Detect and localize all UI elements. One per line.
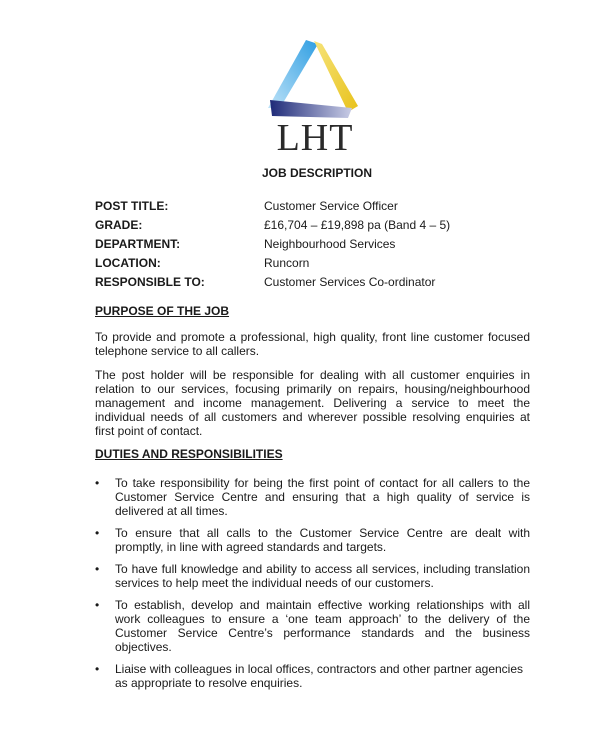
info-row-location — [95, 254, 450, 273]
info-label: POST TITLE: — [95, 199, 169, 213]
duty-text: To have full knowledge and ability to access all services, including translation services to help meet the individual needs of our customers. — [115, 562, 530, 590]
duties-heading: DUTIES AND RESPONSIBILITIES — [95, 447, 283, 461]
info-value: Customer Service Officer — [264, 199, 398, 213]
purpose-paragraph-2: The post holder will be responsible for dealing with all customer enquiries in relation to our services, focusing primarily on repairs, housing/neighbourhood management and income management. Delivering a service to meet the individual needs of all customers and wherever possible resolving enquiries at first point of contact. — [95, 368, 530, 438]
info-row-department — [95, 235, 450, 254]
bullet-icon: • — [95, 476, 100, 490]
job-info-table — [95, 197, 450, 292]
duty-text: To ensure that all calls to the Customer Service Centre are dealt with promptly, in line with agreed standards and targets. — [115, 526, 530, 554]
lht-logo — [262, 38, 368, 158]
bullet-icon: • — [95, 662, 100, 676]
duty-text: To establish, develop and maintain effective working relationships with all work colleagues to ensure a ‘one team approach’ to the delivery of the Customer Service Centre’s performance standards and the business objectives. — [115, 598, 530, 654]
info-row-post-title — [95, 197, 450, 216]
duty-item — [95, 598, 530, 654]
info-label: LOCATION: — [95, 256, 161, 270]
info-label: GRADE: — [95, 218, 143, 232]
duty-text: To take responsibility for being the first point of contact for all callers to the Customer Service Centre and ensuring that a high quality of service is delivered at all times. — [115, 476, 530, 518]
bullet-icon: • — [95, 526, 100, 540]
info-row-grade — [95, 216, 450, 235]
info-value: Customer Services Co-ordinator — [264, 275, 436, 289]
info-row-responsible-to — [95, 273, 450, 292]
triangle-logo-icon — [262, 38, 368, 120]
duty-item — [95, 476, 530, 518]
document-title: JOB DESCRIPTION — [262, 166, 373, 180]
duty-item — [95, 662, 530, 690]
purpose-paragraph-1: To provide and promote a professional, high quality, front line customer focused telephone service to all callers. — [95, 330, 530, 358]
duty-item — [95, 526, 530, 554]
duty-item — [95, 562, 530, 590]
bullet-icon: • — [95, 562, 100, 576]
info-value: Runcorn — [264, 256, 310, 270]
bullet-icon: • — [95, 598, 100, 612]
info-label: RESPONSIBLE TO: — [95, 275, 205, 289]
duties-list — [95, 476, 530, 698]
duty-text: Liaise with colleagues in local offices, contractors and other partner agencies as appropriate to resolve enquiries. — [115, 662, 524, 690]
info-label: DEPARTMENT: — [95, 237, 181, 251]
logo-text: LHT — [276, 117, 354, 159]
purpose-heading: PURPOSE OF THE JOB — [95, 304, 230, 318]
info-value: Neighbourhood Services — [264, 237, 396, 251]
info-value: £16,704 – £19,898 pa (Band 4 – 5) — [264, 218, 451, 232]
